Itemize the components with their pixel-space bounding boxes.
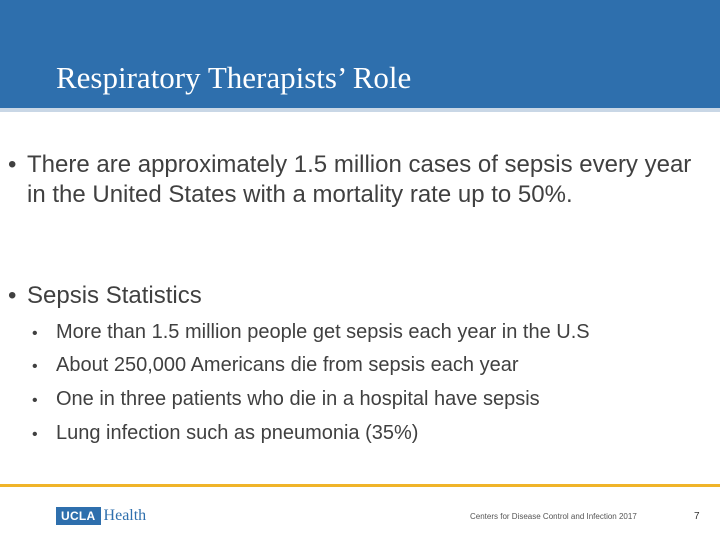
- bullet-dot-icon: •: [32, 358, 38, 375]
- sub-bullet-text: More than 1.5 million people get sepsis each year in the U.S: [56, 321, 590, 343]
- sub-bullet-text: About 250,000 Americans die from sepsis each year: [56, 354, 519, 376]
- slide-title: Respiratory Therapists’ Role: [56, 60, 412, 95]
- sub-bullet-text: One in three patients who die in a hospital have sepsis: [56, 388, 540, 410]
- sub-bullet-item: [32, 421, 712, 447]
- bullet-dot-icon: •: [32, 426, 38, 443]
- page-number: 7: [694, 511, 700, 522]
- bullet-item: [8, 281, 708, 311]
- sub-bullet-text: Lung infection such as pneumonia (35%): [56, 422, 419, 444]
- logo-ucla-text: UCLA: [56, 507, 101, 525]
- logo-health-text: Health: [103, 507, 147, 524]
- bullet-text: There are approximately 1.5 million cases of sepsis every year in the United States with a mortality rate up to 50%.: [27, 151, 692, 208]
- bullet-dot-icon: •: [32, 325, 38, 342]
- sub-bullet-item: [32, 353, 712, 379]
- source-citation: Centers for Disease Control and Infection 2017: [470, 512, 637, 521]
- bullet-dot-icon: •: [8, 151, 17, 178]
- bullet-item: [8, 150, 708, 210]
- ucla-health-logo: [56, 507, 146, 525]
- title-banner: [0, 0, 720, 108]
- footer-accent-line: [0, 484, 720, 487]
- title-divider: [0, 108, 720, 112]
- bullet-dot-icon: •: [8, 282, 17, 309]
- bullet-dot-icon: •: [32, 392, 38, 409]
- bullet-text: Sepsis Statistics: [27, 282, 202, 309]
- sub-bullet-item: [32, 320, 712, 346]
- sub-bullet-item: [32, 387, 712, 413]
